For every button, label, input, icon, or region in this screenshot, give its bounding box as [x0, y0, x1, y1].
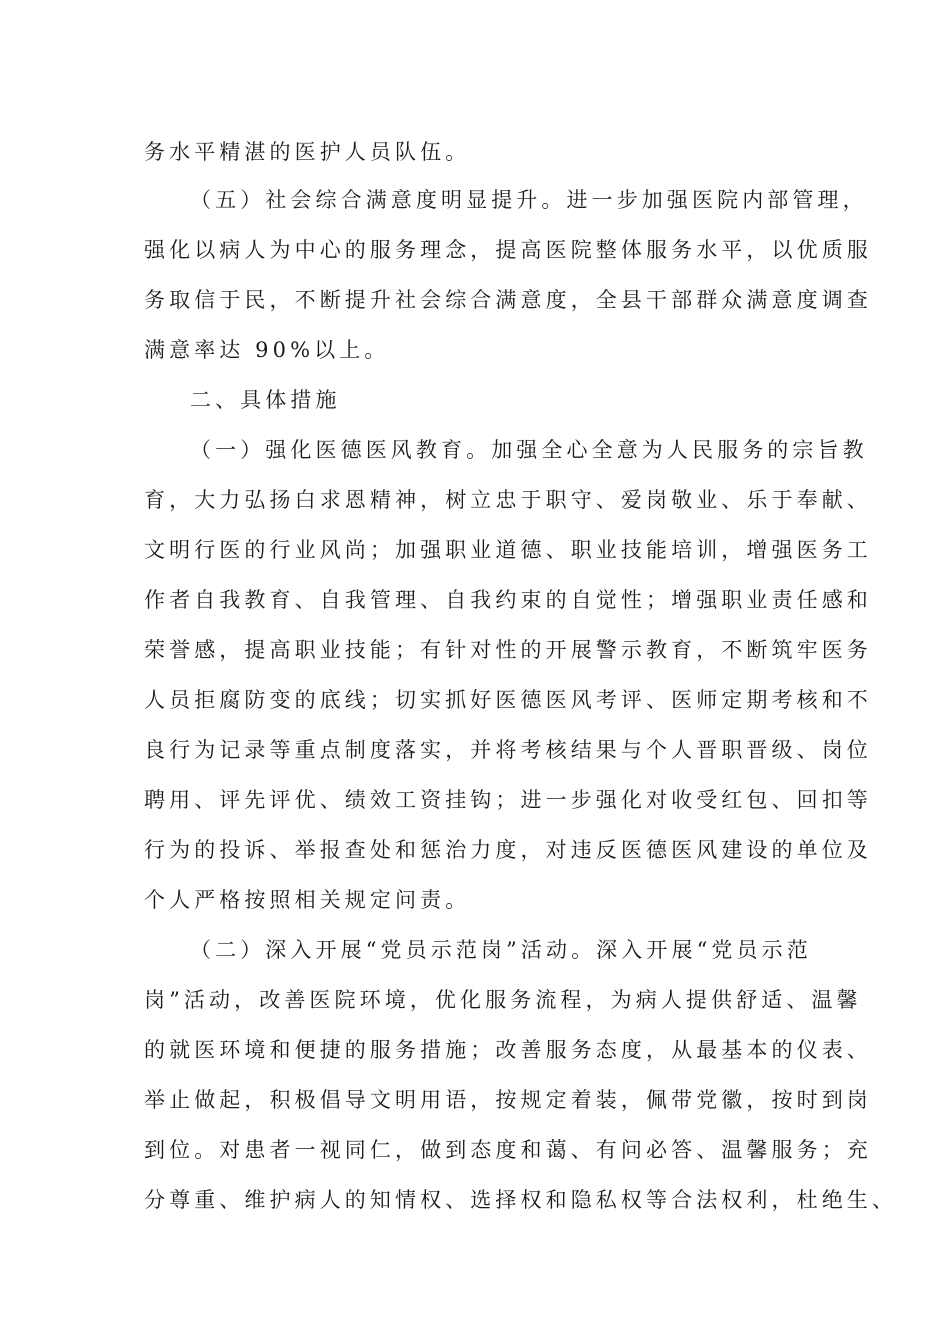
text-line: 作者自我教育、自我管理、自我约束的自觉性；增强职业责任感和: [144, 588, 872, 612]
text-line: （五）社会综合满意度明显提升。进一步加强医院内部管理，: [190, 188, 868, 212]
text-line: 文明行医的行业风尚；加强职业道德、职业技能培训，增强医务工: [144, 538, 872, 562]
text-line: 个人严格按照相关规定问责。: [144, 888, 471, 912]
text-line: 的就医环境和便捷的服务措施；改善服务态度，从最基本的仪表、: [144, 1038, 872, 1062]
text-line: 岗”活动，改善医院环境，优化服务流程，为病人提供舒适、温馨: [144, 988, 862, 1012]
text-line: 举止做起，积极倡导文明用语，按规定着装，佩带党徽，按时到岗: [144, 1088, 872, 1112]
text-line: 到位。对患者一视同仁，做到态度和蔼、有问必答、温馨服务；充: [144, 1138, 872, 1162]
text-line: 务水平精湛的医护人员队伍。: [144, 140, 471, 164]
text-line: 强化以病人为中心的服务理念，提高医院整体服务水平，以优质服: [144, 238, 872, 262]
text-line: 满意率达 90%以上。: [144, 338, 390, 362]
text-line: 聘用、评先评优、绩效工资挂钩；进一步强化对收受红包、回扣等: [144, 788, 872, 812]
text-line: 荣誉感，提高职业技能；有针对性的开展警示教育，不断筑牢医务: [144, 638, 872, 662]
section-heading: 二、具体措施: [190, 388, 341, 412]
text-line: 务取信于民，不断提升社会综合满意度，全县干部群众满意度调查: [144, 288, 872, 312]
text-line: （二）深入开展“党员示范岗”活动。深入开展“党员示范: [190, 938, 812, 962]
text-line: 育，大力弘扬白求恩精神，树立忠于职守、爱岗敬业、乐于奉献、: [144, 488, 872, 512]
text-line: （一）强化医德医风教育。加强全心全意为人民服务的宗旨教: [190, 438, 868, 462]
text-line: 人员拒腐防变的底线；切实抓好医德医风考评、医师定期考核和不: [144, 688, 872, 712]
text-line: 分尊重、维护病人的知情权、选择权和隐私权等合法权利，杜绝生、: [144, 1188, 897, 1212]
text-line: 行为的投诉、举报查处和惩治力度，对违反医德医风建设的单位及: [144, 838, 872, 862]
text-line: 良行为记录等重点制度落实，并将考核结果与个人晋职晋级、岗位: [144, 738, 872, 762]
